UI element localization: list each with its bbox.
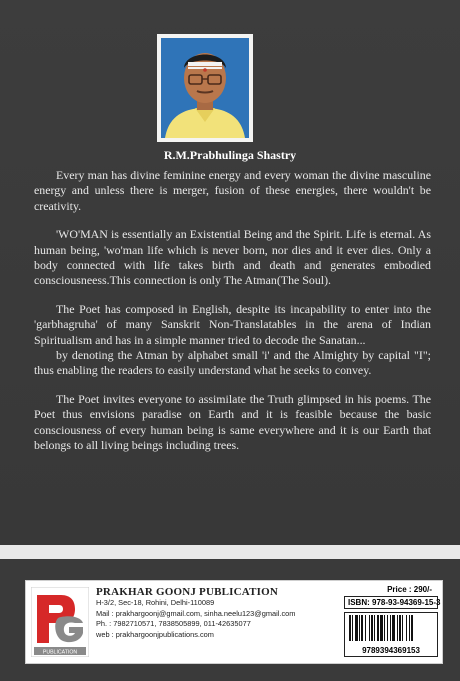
barcode-number: 9789394369153 (362, 646, 420, 655)
barcode-bar (374, 615, 375, 641)
barcode-bar (377, 615, 379, 641)
back-cover-blurb (34, 168, 431, 467)
publisher-phone: Ph. : 7982710571, 7838505899, 011-42635077 (96, 619, 251, 629)
publisher-address: H-3/2, Sec-18, Rohini, Delhi-110089 (96, 598, 215, 607)
barcode-bar (409, 615, 410, 641)
barcode-bar (390, 615, 391, 641)
barcode-bar (369, 615, 370, 641)
barcode-bar (380, 615, 383, 641)
barcode-bar (365, 615, 366, 641)
author-photo (161, 38, 249, 138)
barcode (344, 612, 438, 657)
barcode-bar (411, 615, 413, 641)
barcode-bar (384, 615, 385, 641)
author-photo-frame (157, 34, 253, 142)
publisher-card (25, 580, 443, 664)
barcode-bar (359, 615, 360, 641)
barcode-bar (371, 615, 373, 641)
publisher-name: PRAKHAR GOONJ PUBLICATION (96, 586, 279, 598)
blurb-paragraph-5: The Poet invites everyone to assimilate the Truth glimpsed in his poems. The Poet thus envisions paradise on Earth and it is feasible because the basic consciousness of every human being is same everywhere and it is our Earth that belongs to all living beings including trees. (34, 391, 431, 453)
barcode-bar (397, 615, 398, 641)
divider-band (0, 545, 460, 559)
barcode-bar (399, 615, 401, 641)
blurb-paragraph-1: Every man has divine feminine energy and every woman the divine masculine energy and unless there is merger, fusion of these energies, there wouldn't be creativity. (34, 168, 431, 213)
barcode-bar (349, 615, 351, 641)
publisher-mail: Mail : prakhargoonj@gmail.com, sinha.neelu123@gmail.com (96, 608, 296, 618)
author-name: R.M.Prabhulinga Shastry (163, 148, 297, 162)
barcode-bar (355, 615, 358, 641)
isbn-label: ISBN: 978-93-94369-15-3 (344, 596, 438, 609)
publisher-info (96, 586, 336, 640)
price-label: Price : 290/- (387, 585, 432, 594)
publisher-logo (31, 587, 89, 657)
blurb-paragraph-3: The Poet has composed in English, despite its incapability to enter into the 'garbhagruha' of many Sanskrit Non-Translatables in the arena of Indian Spiritualism and has in a simple manner tried to decode the Sanatan... (34, 301, 431, 347)
barcode-bar (352, 615, 353, 641)
barcode-bars (348, 615, 434, 641)
barcode-bar (387, 615, 388, 641)
barcode-bar (392, 615, 395, 641)
price-isbn-block (344, 585, 441, 657)
author-portrait-image (161, 38, 249, 138)
barcode-bar (406, 615, 407, 641)
barcode-bar (361, 615, 363, 641)
barcode-bar (402, 615, 403, 641)
blurb-paragraph-2: 'WO'MAN is essentially an Existential Being and the Spirit. Life is eternal. As human being, 'wo'man life which is never born, nor dies and it ever dies. Only a body connected with life takes birth and death and generates embodied consciousneess.This connection is only The Atman(The Soul). (34, 227, 431, 288)
publisher-panel (0, 559, 460, 681)
publisher-logo-caption: PUBLICATION (42, 649, 78, 656)
blurb-paragraph-4: by denoting the Atman by alphabet small 'i' and the Almighty by capital "I"; thus enabling the readers to easily understand what he seeks to convey. (34, 348, 431, 378)
publisher-web: web : prakhargoonjpublications.com (96, 629, 214, 639)
